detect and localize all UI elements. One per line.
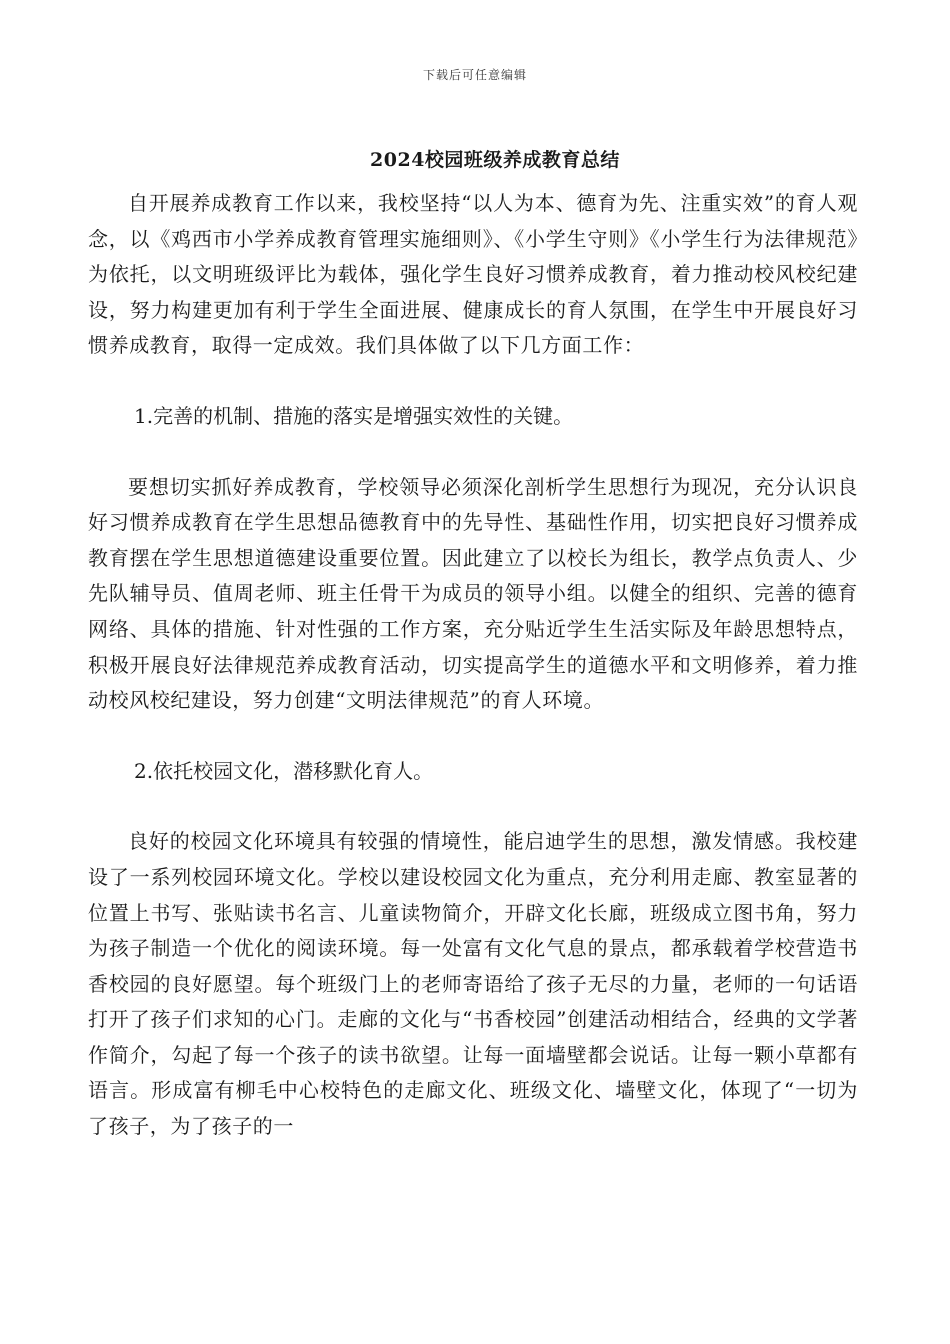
section-1-heading: 1.完善的机制、措施的落实是增强实效性的关键。 bbox=[134, 403, 574, 428]
document-body bbox=[88, 186, 858, 1145]
section-2-body: 良好的校园文化环境具有较强的情境性，能启迪学生的思想，激发情感。我校建设了一系列校园环境文化。学校以建设校园文化为重点，充分利用走廊、教室显著的位置上书写、张贴读书名言、儿童读物简介，开辟文化长廊，班级成立图书角，努力为孩子制造一个优化的阅读环境。每一处富有文化气息的景点，都承载着学校营造书香校园的良好愿望。每个班级门上的老师寄语给了孩子无尽的力量，老师的一句话语打开了孩子们求知的心门。走廊的文化与“书香校园”创建活动相结合，经典的文学著作简介，勾起了每一个孩子的读书欲望。让每一面墙壁都会说话。让每一颗小草都有语言。形成富有柳毛中心校特色的走廊文化、班级文化、墙壁文化，体现了“一切为了孩子，为了孩子的一 bbox=[88, 829, 858, 1139]
page-header-note: 下载后可任意编辑 bbox=[422, 68, 527, 82]
paragraph-spacer bbox=[88, 435, 858, 470]
intro-paragraph: 自开展养成教育工作以来，我校坚持“以人为本、德育为先、注重实效”的育人观念，以《鸡西市小学养成教育管理实施细则》、《小学生守则》《小学生行为法律规范》为依托，以文明班级评比为载体，强化学生良好习惯养成教育，着力推动校风校纪建设，努力构建更加有利于学生全面进展、健康成长的育人氛围，在学生中开展良好习惯养成教育，取得一定成效。我们具体做了以下几方面工作： bbox=[88, 191, 858, 358]
paragraph-spacer bbox=[88, 789, 858, 824]
paragraph-spacer bbox=[88, 719, 858, 754]
paragraph-spacer bbox=[88, 364, 858, 399]
section-1-body: 要想切实抓好养成教育，学校领导必须深化剖析学生思想行为现况，充分认识良好习惯养成教育在学生思想品德教育中的先导性、基础性作用，切实把良好习惯养成教育摆在学生思想道德建设重要位置。因此建立了以校长为组长，教学点负责人、少先队辅导员、值周老师、班主任骨干为成员的领导小组。以健全的组织、完善的德育网络、具体的措施、针对性强的工作方案，充分贴近学生生活实际及年龄思想特点，积极开展良好法律规范养成教育活动，切实提高学生的道德水平和文明修养，着力推动校风校纪建设，努力创建“文明法律规范”的育人环境。 bbox=[88, 474, 858, 713]
document-title: 2024校园班级养成教育总结 bbox=[370, 149, 620, 171]
section-2-heading: 2.依托校园文化，潜移默化育人。 bbox=[134, 758, 434, 783]
